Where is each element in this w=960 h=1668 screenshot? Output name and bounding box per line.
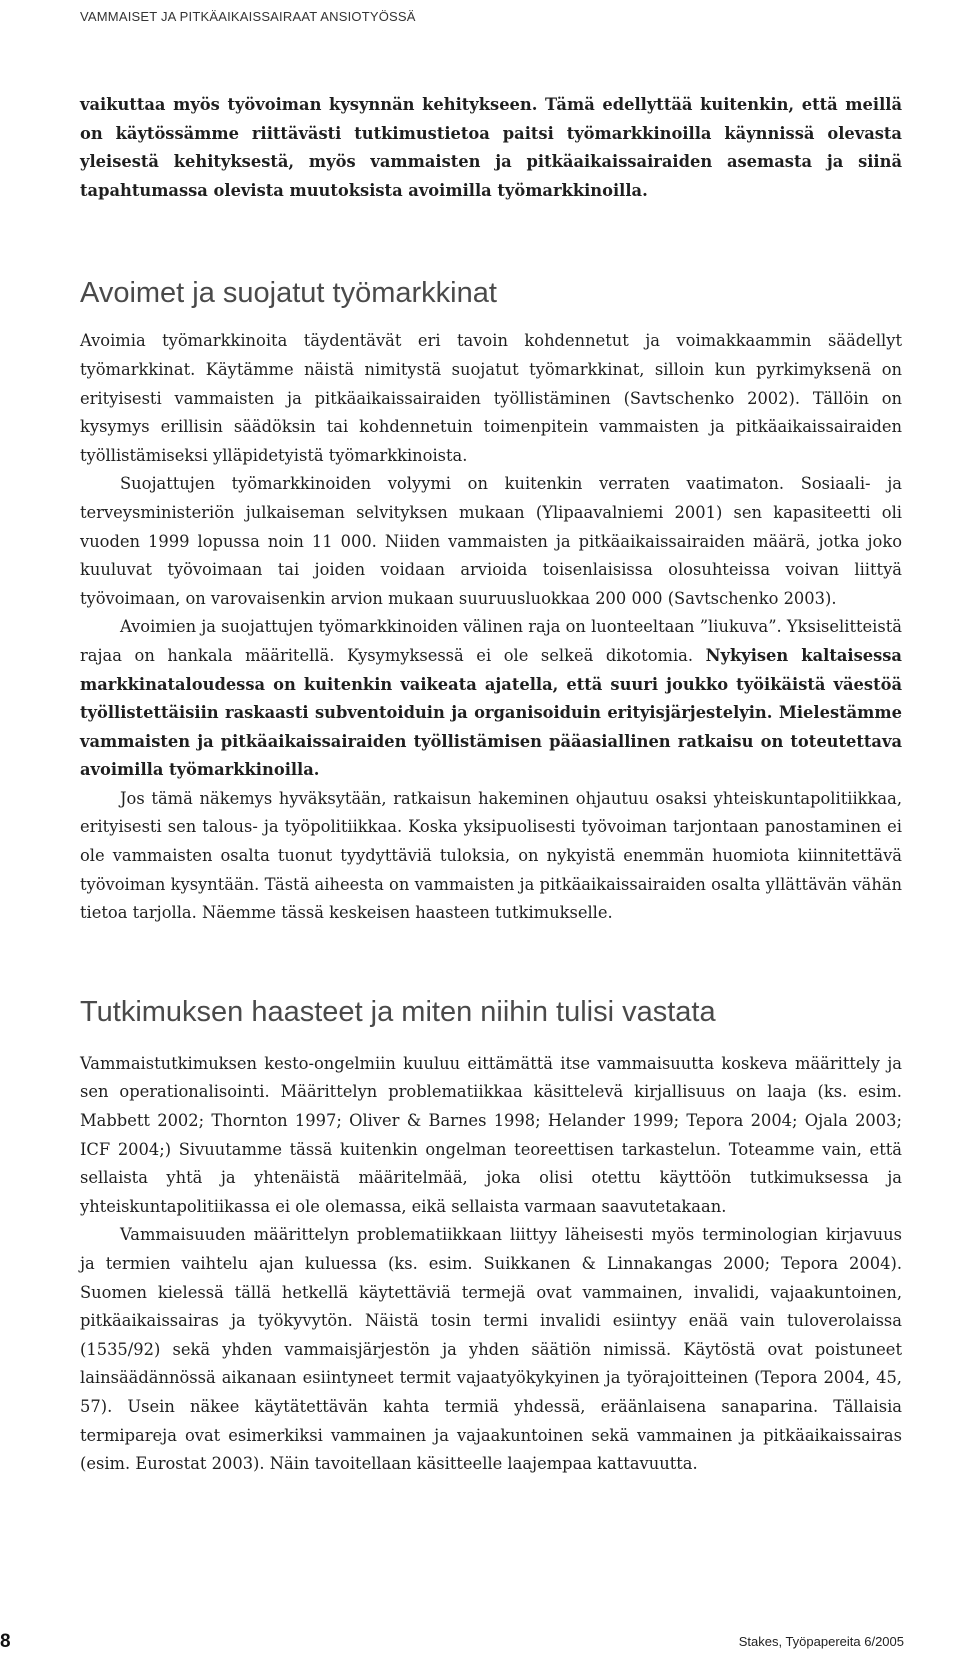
section1-paragraph-3-text: Avoimien ja suojattujen työmarkkinoiden välinen raja on luonteeltaan ”liukuva”. Yksiselitteistä rajaa on hankala määritellä. Kysymyksessä ei ole selkeä dikotomia. [80,617,902,665]
section-heading-research-challenges: Tutkimuksen haasteet ja miten niihin tulisi vastata [80,995,716,1028]
section2-paragraph-2: Vammaisuuden määrittelyn problematiikkaan liittyy läheisesti myös terminologian kirjavuus ja termien vaihtelu ajan kuluessa (ks. esim. Suikkanen & Linnakangas 2000; Tepora 2004). Suomen kielessä tällä hetkellä käytettäviä termejä ovat vammainen, invalidi, vajaakuntoinen, pitkäaikaissairas ja työkyvytön. Näistä tosin termi invalidi esiintyy enää vain tuloverolaissa (1535/92) sekä yhden vammaisjärjestön ja yhden säätiön nimissä. Käytöstä ovat poistuneet lainsäädännössä aikanaan esiintyneet termit vajaatyökykyinen ja työrajoitteinen (Tepora 2004, 45, 57). Usein näkee käytätettävän kahta termiä yhdessä, eräänlaisena sanaparina. Tällaisia termipareja ovat esimerkiksi vammainen ja vajaakuntoinen sekä vammainen ja pitkäaikaissairas (esim. Eurostat 2003). Näin tavoitellaan käsitteelle laajempaa kattavuutta. [80,1225,902,1474]
section1-paragraph-2: Suojattujen työmarkkinoiden volyymi on kuitenkin verraten vaatimaton. Sosiaali- ja terveysministeriön julkaiseman selvityksen mukaan (Ylipaavalniemi 2001) sen kapasiteetti oli vuoden 1999 lopussa noin 11 000. Niiden vammaisten ja pitkäaikaissairaiden määrä, jotka joko kuuluvat työvoimaan tai joiden voidaan arvioida toisenlaisissa olosuhteissa voivan liittyä työvoimaan, on varovaisenkin arvion mukaan suuruusluokkaa 200 000 (Savtschenko 2003). [80,474,902,608]
section1-paragraph-4: Jos tämä näkemys hyväksytään, ratkaisun hakeminen ohjautuu osaksi yhteiskuntapolitiikkaa, erityisesti sen talous- ja työpolitiikkaa. Koska yksipuolisesti työvoiman tarjontaan panostaminen ei ole vammaisten osalta tuonut tyydyttäviä tuloksia, on nykyistä enemmän huomiota kiinnitettävä työvoiman kysyntään. Tästä aiheesta on vammaisten ja pitkäaikaissairaiden osalta yllättävän vähän tietoa tarjolla. Näemme tässä keskeisen haasteen tutkimukselle. [80,788,902,923]
running-header: VAMMAISET JA PITKÄAIKAISSAIRAAT ANSIOTYÖSSÄ [80,9,416,24]
footer-source: Stakes, Työpapereita 6/2005 [738,1634,904,1649]
section1-paragraph-1: Avoimia työmarkkinoita täydentävät eri tavoin kohdennetut ja voimakkaammin säädellyt työmarkkinat. Käytämme näistä nimitystä suojatut työmarkkinat, silloin kun pyrkimyksenä on erityisesti vammaisten ja pitkäaikaissairaiden työllistäminen (Savtschenko 2002). Tällöin on kysymys erillisin säädöksin tai kohdennetuin toimenpitein vammaisten ja pitkäaikaissairaiden työllistämiseksi ylläpidetyistä työmarkkinoista. [80,331,902,465]
page-number: 8 [0,1631,11,1652]
page-body [80,91,902,1479]
intro-paragraph: vaikuttaa myös työvoiman kysynnän kehitykseen. Tämä edellyttää kuitenkin, että meillä on käytössämme riittävästi tutkimustietoa paitsi työmarkkinoilla käynnissä olevasta yleisestä kehityksestä, myös vammaisten ja pitkäaikaissairaiden asemasta ja siinä tapahtumassa olevista muutoksista avoimilla työmarkkinoilla. [80,95,902,200]
section1-paragraph-3 [80,613,902,785]
section-heading-open-protected-markets: Avoimet ja suojatut työmarkkinat [80,277,497,310]
section2-paragraph-1: Vammaistutkimuksen kesto-ongelmiin kuuluu eittämättä itse vammaisuutta koskeva määrittely ja sen operationalisointi. Määrittelyn problematiikkaa käsittelevä kirjallisuus on laaja (ks. esim. Mabbett 2002; Thornton 1997; Oliver & Barnes 1998; Helander 1999; Tepora 2004; Ojala 2003; ICF 2004;) Sivuutamme tässä kuitenkin ongelman teoreettisen tarkastelun. Toteamme vain, että sellaista yhtä ja yhtenäistä määritelmää, joka olisi otettu käyttöön tutkimuksessa ja yhteiskuntapolitiikassa ei ole olemassa, eikä sellaista varmaan saavutetakaan. [80,1053,902,1216]
section1-paragraph-3-bold-text: Nykyisen kaltaisessa markkinataloudessa on kuitenkin vaikeata ajatella, että suuri joukko työikäistä väestöä työllistettäisiin raskaasti subventoiduin ja organisoiduin erityisjärjestelyin. Mielestämme vammaisten ja pitkäaikaissairaiden työllistämisen pääasiallinen ratkaisu on toteutettava avoimilla työmarkkinoilla. [80,645,902,780]
